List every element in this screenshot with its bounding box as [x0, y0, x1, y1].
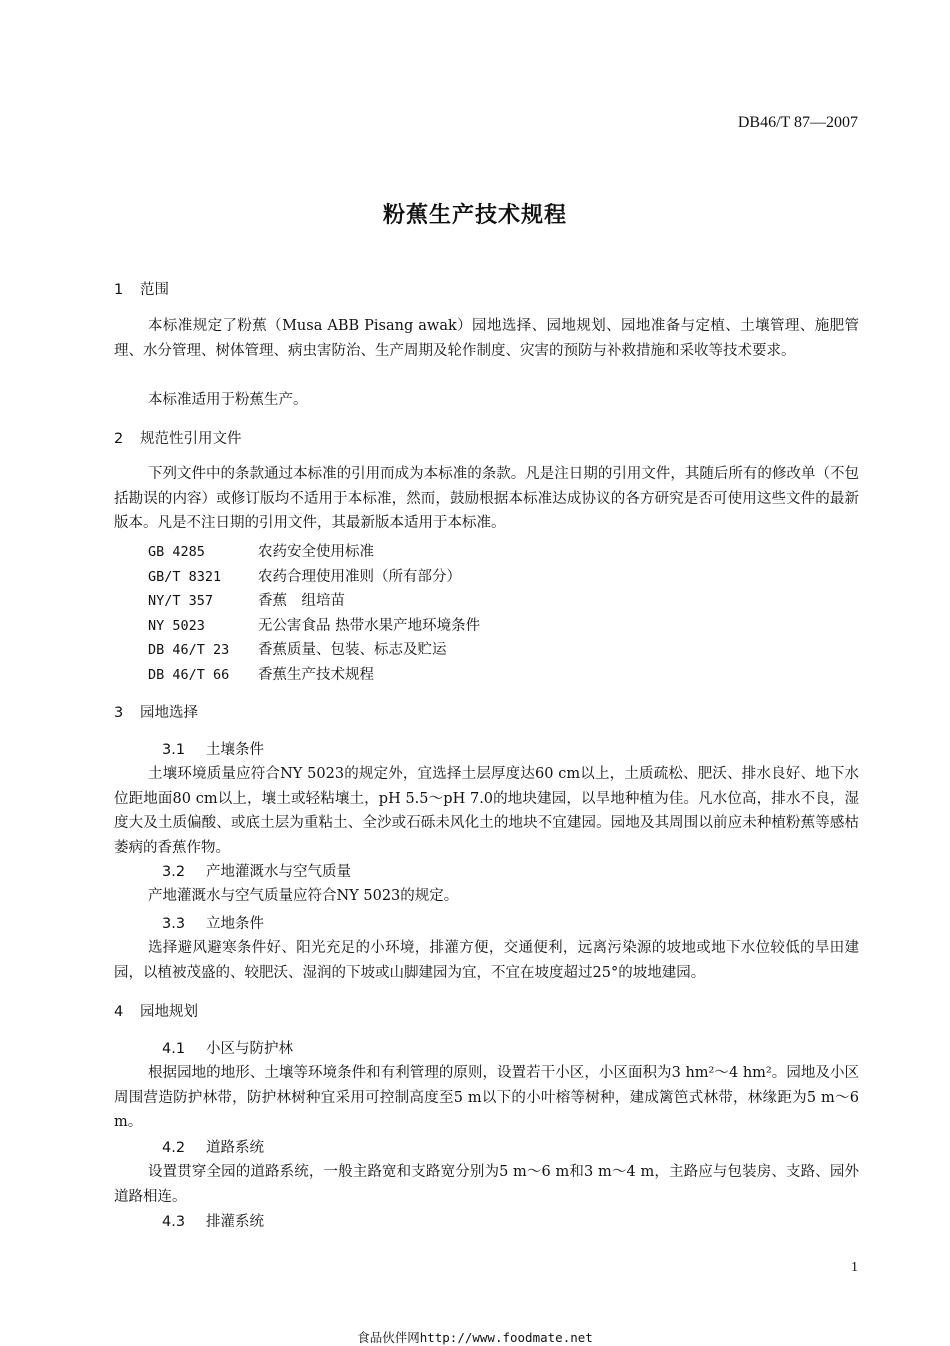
- reference-name: 香蕉生产技术规程: [258, 667, 374, 683]
- subsection-title: 立地条件: [206, 916, 264, 932]
- section-title: 范围: [140, 282, 169, 298]
- reference-item: [148, 638, 447, 659]
- reference-name: 农药合理使用准则（所有部分）: [258, 569, 461, 585]
- reference-item: [148, 540, 374, 561]
- page-number: 1: [851, 1260, 858, 1275]
- reference-item: [148, 663, 374, 684]
- subsection-title: 排灌系统: [206, 1214, 264, 1230]
- section-1-heading: [114, 278, 169, 299]
- section-3-heading: [114, 701, 198, 722]
- section-title: 园地选择: [140, 705, 198, 721]
- subsection-number: 4.3: [162, 1214, 186, 1230]
- reference-item: [148, 565, 461, 586]
- subsection-title: 小区与防护林: [206, 1041, 293, 1057]
- subsection-3-1-paragraph: 土壤环境质量应符合NY 5023的规定外，宜选择土层厚度达60 cm以上，土质疏松、肥沃、排水良好、地下水位距地面80 cm以上，壤土或轻粘壤土，pH 5.5～pH 7.0的地块建园，以旱地种植为佳。凡水位高，排水不良，湿度大及土质偏酸、或底土层为重粘土、全沙或石砾未风化土的地块不宜建园。园地及其周围以前应未种植粉蕉等感枯萎病的香蕉作物。: [114, 766, 859, 856]
- reference-code: NY 5023: [148, 618, 205, 634]
- section-2-heading: [114, 427, 242, 448]
- section-number: 2: [114, 431, 124, 447]
- subsection-number: 4.1: [162, 1041, 186, 1057]
- section-number: 4: [114, 1004, 124, 1020]
- subsection-4-1-paragraph: 根据园地的地形、土壤等环境条件和有利管理的原则，设置若干小区，小区面积为3 hm²～4 hm²。园地及小区周围营造防护林带，防护林树种宜采用可控制高度至5 m以下的小叶榕等树种，建成篱笆式林带，林缘距为5 m～6 m。: [114, 1065, 859, 1130]
- footer-watermark: 食品伙伴网http://www.foodmate.net: [357, 1330, 593, 1345]
- section-1-paragraph-2: 本标准适用于粉蕉生产。: [148, 392, 308, 408]
- reference-code: GB/T 8321: [148, 569, 222, 585]
- subsection-3-3-heading: [162, 912, 264, 933]
- reference-name: 香蕉质量、包装、标志及贮运: [258, 642, 447, 658]
- subsection-3-1-heading: [162, 738, 264, 759]
- subsection-4-3-heading: [162, 1210, 264, 1231]
- subsection-3-2-paragraph: 产地灌溉水与空气质量应符合NY 5023的规定。: [148, 888, 459, 904]
- subsection-number: 3.2: [162, 864, 186, 880]
- section-title: 园地规划: [140, 1004, 198, 1020]
- subsection-title: 土壤条件: [206, 742, 264, 758]
- subsection-4-2-paragraph: 设置贯穿全园的道路系统，一般主路宽和支路宽分别为5 m～6 m和3 m～4 m，主路应与包装房、支路、园外道路相连。: [114, 1164, 859, 1205]
- subsection-3-3-paragraph: 选择避风避寒条件好、阳光充足的小环境，排灌方便，交通便利，远离污染源的坡地或地下水位较低的旱田建园，以植被茂盛的、较肥沃、湿润的下坡或山脚建园为宜，不宜在坡度超过25°的坡地建园。: [114, 940, 859, 981]
- reference-name: 无公害食品 热带水果产地环境条件: [258, 618, 481, 634]
- reference-code: NY/T 357: [148, 593, 214, 609]
- subsection-4-2-heading: [162, 1136, 264, 1157]
- reference-item: [148, 589, 345, 610]
- reference-code: DB 46/T 23: [148, 642, 230, 658]
- section-title: 规范性引用文件: [140, 431, 242, 447]
- reference-item: [148, 614, 480, 635]
- subsection-title: 道路系统: [206, 1140, 264, 1156]
- reference-name: 农药安全使用标准: [258, 544, 374, 560]
- subsection-number: 3.3: [162, 916, 186, 932]
- subsection-number: 3.1: [162, 742, 186, 758]
- section-number: 3: [114, 705, 124, 721]
- section-number: 1: [114, 282, 124, 298]
- subsection-4-1-heading: [162, 1037, 293, 1058]
- subsection-number: 4.2: [162, 1140, 186, 1156]
- document-code: DB46/T 87—2007: [737, 114, 858, 131]
- section-4-heading: [114, 1000, 198, 1021]
- section-2-paragraph-1: 下列文件中的条款通过本标准的引用而成为本标准的条款。凡是注日期的引用文件，其随后所有的修改单（不包括勘误的内容）或修订版均不适用于本标准，然而，鼓励根据本标准达成协议的各方研究是否可使用这些文件的最新版本。凡是不注日期的引用文件，其最新版本适用于本标准。: [114, 466, 859, 531]
- section-1-paragraph-1: 本标准规定了粉蕉（Musa ABB Pisang awak）园地选择、园地规划、园地准备与定植、土壤管理、施肥管理、水分管理、树体管理、病虫害防治、生产周期及轮作制度、灾害的预防与补救措施和采收等技术要求。: [114, 318, 859, 359]
- page-title: 粉蕉生产技术规程: [382, 203, 567, 228]
- reference-name: 香蕉 组培苗: [258, 593, 345, 609]
- reference-code: DB 46/T 66: [148, 667, 230, 683]
- reference-code: GB 4285: [148, 544, 205, 560]
- subsection-3-2-heading: [162, 860, 351, 881]
- subsection-title: 产地灌溉水与空气质量: [206, 864, 351, 880]
